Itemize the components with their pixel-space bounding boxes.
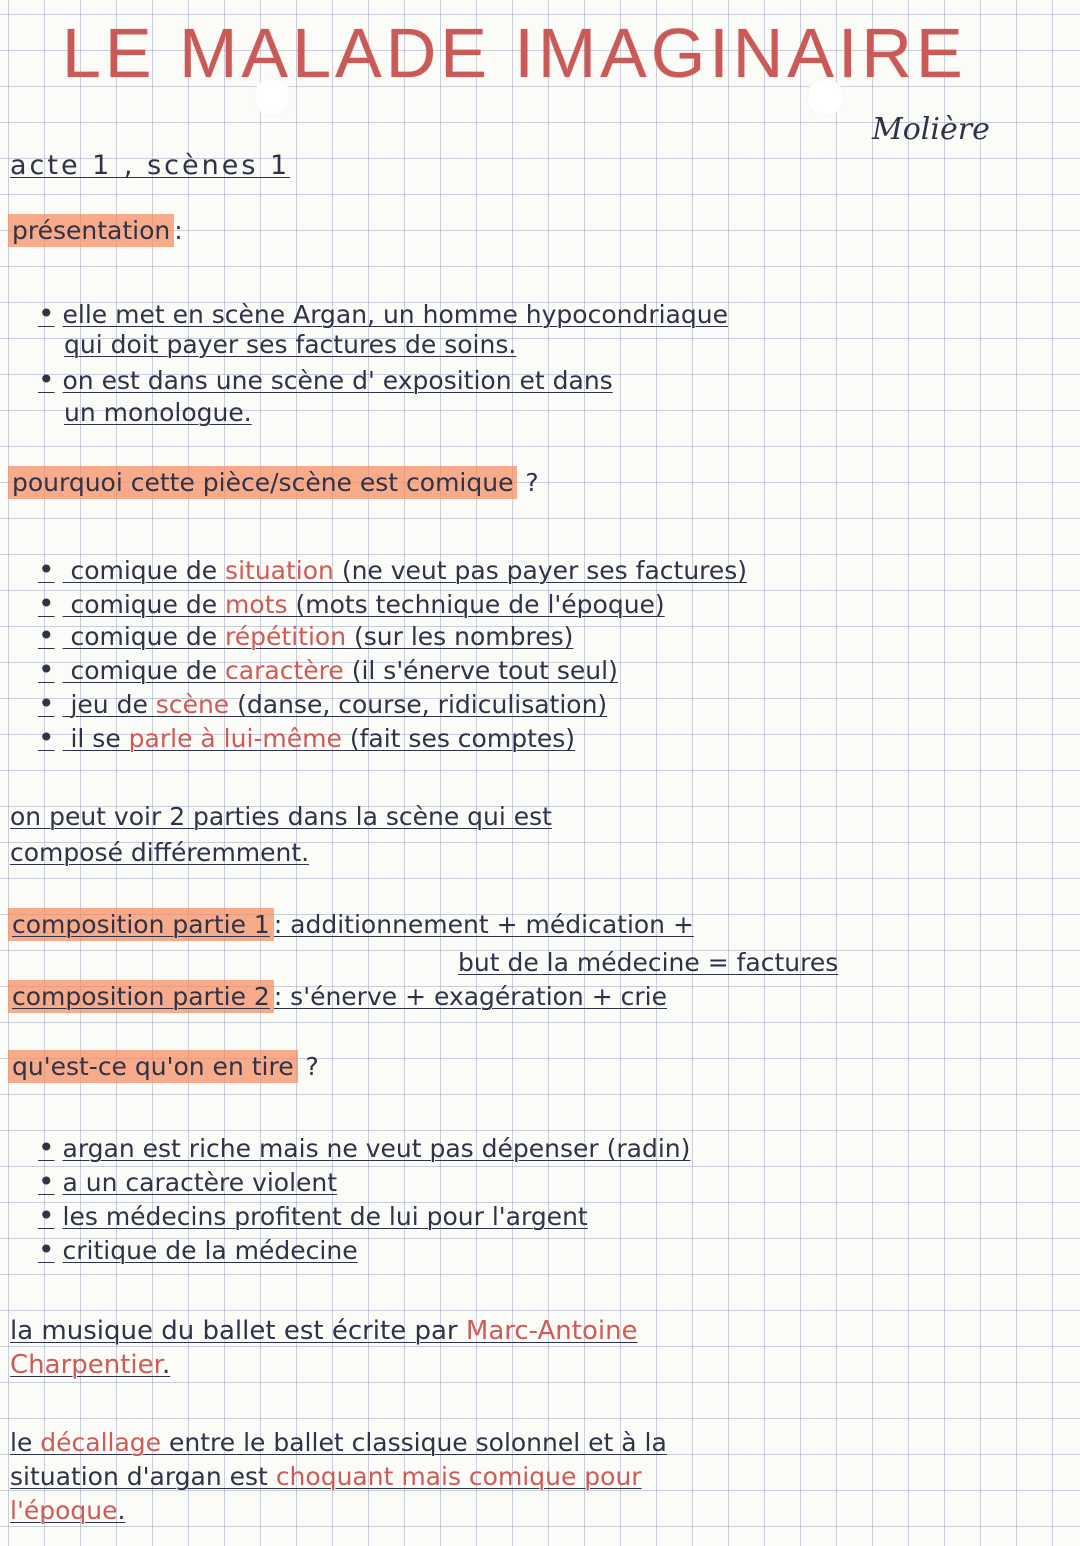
highlight-term: choquant mais comique pour	[275, 1462, 642, 1491]
decallage-line-2: situation d'argan est choquant mais comique pour	[10, 1462, 642, 1491]
decallage-line-3: l'époque.	[10, 1496, 126, 1525]
tire-item-4: • critique de la médecine	[38, 1236, 358, 1264]
act-scene-subtitle: acte 1 , scènes 1	[10, 150, 291, 181]
presentation-line-4: un monologue.	[64, 398, 252, 427]
author-signature: Molière	[872, 112, 990, 147]
highlight-term: parle à lui-même	[128, 724, 342, 753]
heading-suffix: ?	[525, 468, 539, 497]
presentation-line-3: • on est dans une scène d' exposition et dans	[38, 366, 613, 394]
heading-suffix: ?	[305, 1052, 319, 1081]
highlight-term: situation	[225, 556, 334, 585]
comique-item-6: • il se parle à lui-même (fait ses comptes)	[38, 724, 575, 752]
tire-item-2: • a un caractère violent	[38, 1168, 337, 1196]
part1-label: composition partie 1	[8, 908, 274, 941]
musique-line-1: la musique du ballet est écrite par Marc-Antoine	[10, 1316, 638, 1346]
decallage-line-1: le décallage entre le ballet classique solonnel et à la	[10, 1428, 667, 1457]
highlight-term: décallage	[40, 1428, 162, 1457]
highlight-term: l'époque	[10, 1496, 118, 1525]
part2-label: composition partie 2	[8, 980, 274, 1013]
part1-text: : additionnement + médication +	[273, 910, 694, 939]
page-title: LE MALADE IMAGINAIRE	[62, 14, 967, 92]
comique-item-3: • comique de répétition (sur les nombres)	[38, 622, 573, 650]
tire-item-3: • les médecins profitent de lui pour l'argent	[38, 1202, 588, 1230]
composition-part-1	[8, 912, 694, 937]
composition-part-2	[8, 984, 667, 1009]
heading-highlight: pourquoi cette pièce/scène est comique	[8, 466, 517, 499]
heading-highlight: qu'est-ce qu'on en tire	[8, 1050, 298, 1083]
heading-highlight: présentation	[8, 214, 174, 247]
part2-text: : s'énerve + exagération + crie	[273, 982, 667, 1011]
presentation-line-2: qui doit payer ses factures de soins.	[64, 330, 517, 359]
musique-line-2: Charpentier.	[10, 1350, 171, 1380]
tire-item-1: • argan est riche mais ne veut pas dépenser (radin)	[38, 1134, 690, 1162]
comique-item-5: • jeu de scène (danse, course, ridiculisation)	[38, 690, 607, 718]
highlight-term: mots	[225, 590, 288, 619]
section-presentation-heading	[8, 218, 183, 243]
composer-surname: Charpentier	[10, 1350, 162, 1380]
section-comique-heading	[8, 470, 539, 495]
heading-suffix: :	[174, 216, 183, 245]
parties-line-1: on peut voir 2 parties dans la scène qui est	[10, 802, 552, 831]
presentation-line-1: • elle met en scène Argan, un homme hypocondriaque	[38, 300, 728, 328]
composer-name: Marc-Antoine	[465, 1316, 638, 1346]
composition-part-1-cont: but de la médecine = factures	[458, 948, 839, 977]
highlight-term: répétition	[225, 622, 347, 651]
highlight-term: caractère	[225, 656, 344, 685]
section-tire-heading	[8, 1054, 319, 1079]
highlight-term: scène	[155, 690, 230, 719]
comique-item-4: • comique de caractère (il s'énerve tout seul)	[38, 656, 618, 684]
comique-item-2: • comique de mots (mots technique de l'époque)	[38, 590, 665, 618]
comique-item-1: • comique de situation (ne veut pas payer ses factures)	[38, 556, 747, 584]
parties-line-2: composé différemment.	[10, 838, 310, 867]
